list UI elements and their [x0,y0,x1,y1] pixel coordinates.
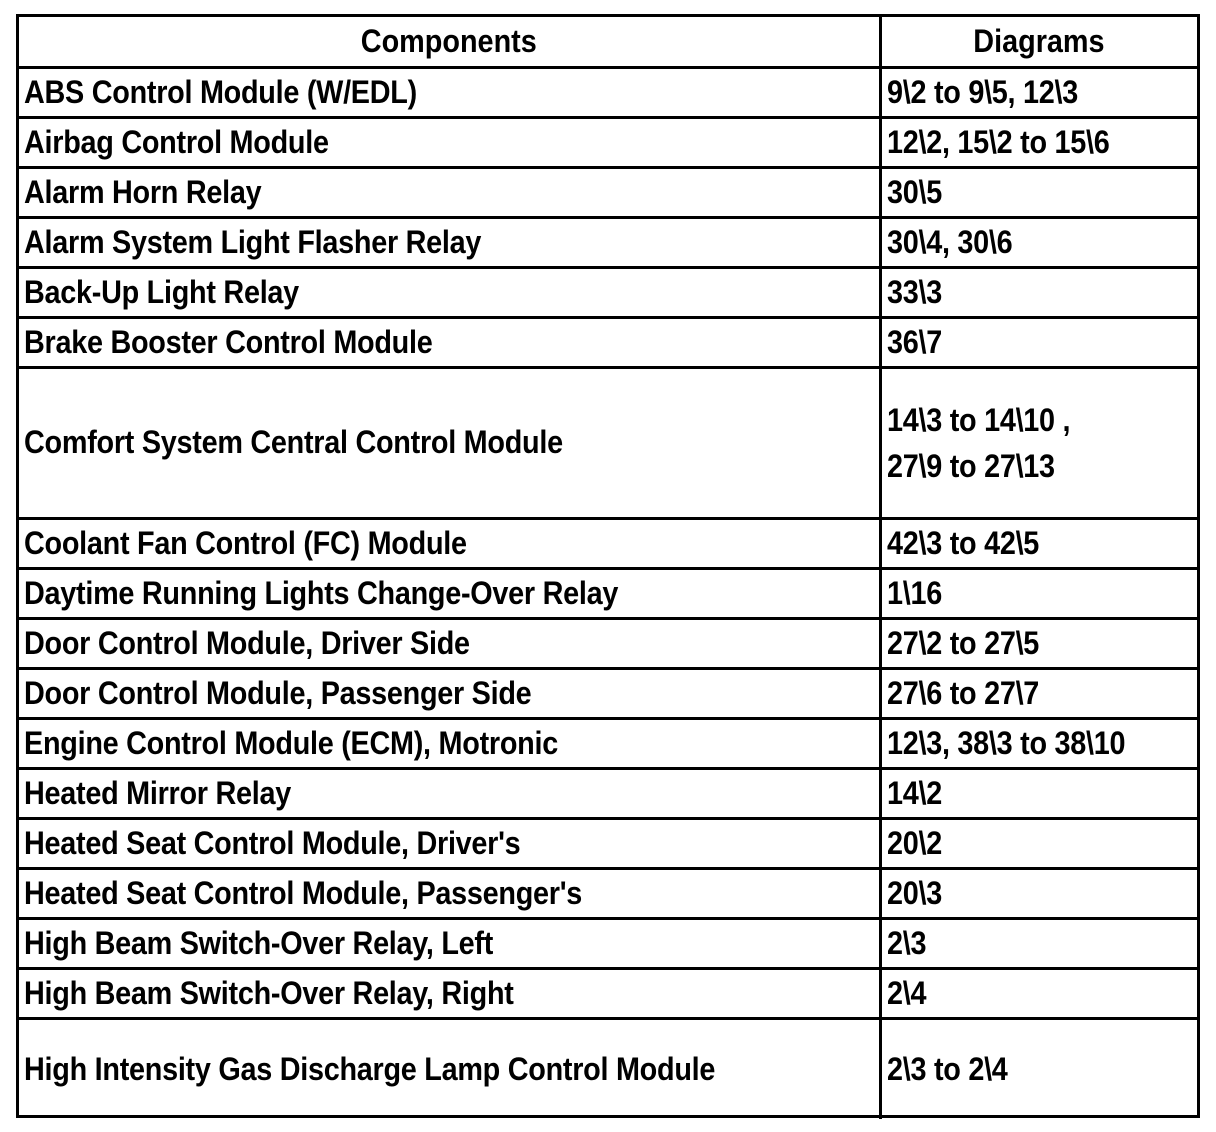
table-row [19,518,1197,568]
component-name: Engine Control Module (ECM), Motronic [24,724,558,761]
diagrams-cell [880,818,1197,868]
diagram-references [887,269,942,315]
component-cell [19,868,880,918]
diagram-reference: 30\5 [886,174,942,210]
component-cell [19,317,880,367]
diagram-references [887,720,1125,766]
diagram-references [887,319,942,365]
component-name: High Intensity Gas Discharge Lamp Control Module [24,1050,716,1087]
table-row [19,768,1197,818]
component-cell [19,518,880,568]
diagram-references [887,119,1109,165]
diagram-reference: 2\3 [886,925,926,961]
component-name: Brake Booster Control Module [24,323,433,360]
component-cell [19,167,880,217]
diagram-reference: 12\2, 15\2 to 15\6 [886,124,1109,160]
diagram-references [887,670,1039,716]
component-cell [19,918,880,968]
diagram-reference: 27\6 to 27\7 [886,675,1039,711]
diagram-references [887,820,942,866]
diagram-reference: 27\9 to 27\13 [886,447,1055,484]
table-row [19,217,1197,267]
diagrams-cell [880,868,1197,918]
diagrams-cell [880,768,1197,818]
table-row [19,267,1197,317]
component-name: High Beam Switch-Over Relay, Right [24,974,514,1011]
component-name: Alarm System Light Flasher Relay [24,223,482,260]
component-cell [19,1018,880,1119]
diagram-reference: 14\2 [886,775,942,811]
table-row [19,117,1197,167]
diagrams-cell [880,918,1197,968]
diagrams-cell [880,317,1197,367]
diagram-reference: 36\7 [886,324,942,360]
diagram-references [887,970,926,1016]
component-cell [19,718,880,768]
diagrams-cell [880,718,1197,768]
diagram-reference: 1\16 [886,575,942,611]
diagrams-cell [880,367,1197,518]
diagrams-cell [880,518,1197,568]
table-row [19,317,1197,367]
component-name: Heated Seat Control Module, Passenger's [24,874,583,911]
table-row [19,868,1197,918]
component-cell [19,818,880,868]
component-name: ABS Control Module (W/EDL) [24,73,417,110]
table-row [19,167,1197,217]
component-name: Comfort System Central Control Module [24,424,563,460]
components-diagrams-table-frame [16,14,1200,1118]
diagram-references [887,219,1012,265]
diagram-reference: 9\2 to 9\5, 12\3 [886,74,1078,110]
component-name: Heated Mirror Relay [24,774,291,811]
component-cell [19,67,880,117]
diagram-reference: 12\3, 38\3 to 38\10 [886,725,1125,761]
diagram-reference: 42\3 to 42\5 [886,525,1039,561]
diagrams-cell [880,167,1197,217]
component-cell [19,367,880,518]
component-cell [19,668,880,718]
component-cell [19,568,880,618]
diagram-references [887,69,1078,115]
table-row [19,668,1197,718]
table-body [19,67,1197,1119]
column-header-diagrams [880,17,1197,67]
table-row [19,818,1197,868]
component-name: Alarm Horn Relay [24,173,262,210]
diagrams-cell [880,117,1197,167]
table-row [19,618,1197,668]
component-name: Airbag Control Module [24,123,329,160]
diagram-reference: 2\4 [886,975,926,1011]
diagrams-cell [880,1018,1197,1119]
table-row [19,367,1197,518]
component-cell [19,117,880,167]
diagram-references [887,770,942,816]
diagrams-cell [880,267,1197,317]
components-diagrams-table [19,17,1197,1119]
table-row [19,968,1197,1018]
component-name: Door Control Module, Passenger Side [24,674,532,711]
component-cell [19,618,880,668]
component-name: Back-Up Light Relay [24,273,299,310]
component-cell [19,267,880,317]
table-row [19,918,1197,968]
diagram-references [887,620,1039,666]
column-header-components-label: Components [360,22,537,59]
diagram-references [887,397,1070,489]
column-header-components [19,17,880,67]
diagram-reference: 2\3 to 2\4 [886,1051,1008,1088]
component-cell [19,768,880,818]
component-name: Heated Seat Control Module, Driver's [24,824,521,861]
component-name: Coolant Fan Control (FC) Module [24,524,467,561]
diagrams-cell [880,618,1197,668]
diagrams-cell [880,668,1197,718]
diagram-reference: 14\3 to 14\10 , [886,401,1070,438]
component-cell [19,968,880,1018]
table-header-row [19,17,1197,67]
diagram-reference: 20\3 [886,875,942,911]
diagram-references [887,870,942,916]
table-row [19,568,1197,618]
table-row [19,718,1197,768]
diagram-references [887,1046,1008,1092]
diagram-references [887,169,942,215]
diagram-references [887,920,926,966]
diagram-references [887,570,942,616]
diagrams-cell [880,67,1197,117]
diagrams-cell [880,217,1197,267]
component-name: Door Control Module, Driver Side [24,624,470,661]
component-name: Daytime Running Lights Change-Over Relay [24,574,619,611]
component-cell [19,217,880,267]
diagram-reference: 33\3 [886,274,942,310]
component-name: High Beam Switch-Over Relay, Left [24,924,494,961]
column-header-diagrams-label: Diagrams [973,22,1105,59]
diagram-reference: 20\2 [886,825,942,861]
diagrams-cell [880,568,1197,618]
diagrams-cell [880,968,1197,1018]
table-row [19,1018,1197,1119]
table-row [19,67,1197,117]
diagram-reference: 30\4, 30\6 [886,224,1012,260]
diagram-reference: 27\2 to 27\5 [886,625,1039,661]
diagram-references [887,520,1039,566]
